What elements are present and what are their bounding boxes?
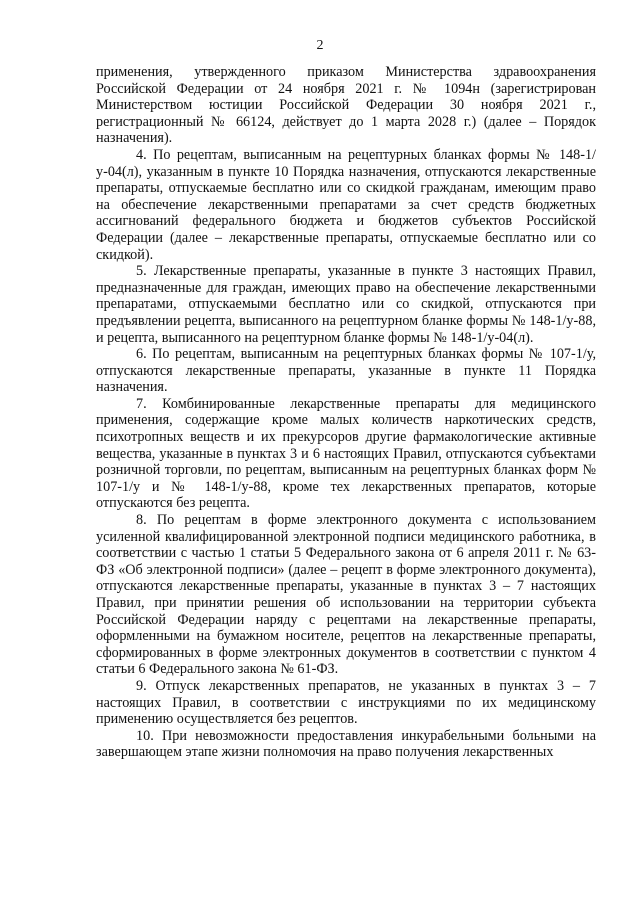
document-body	[96, 64, 596, 761]
paragraph-6: 6. По рецептам, выписанным на рецептурных бланках формы № 107-1/у, отпускаются лекарственные препараты, указанные в пункте 11 Порядка назначения.	[96, 346, 596, 396]
paragraph-7: 7. Комбинированные лекарственные препараты для медицинского применения, содержащие кроме малых количеств наркотических средств, психотропных веществ и их прекурсоров другие фармакологические активные вещества, указанные в пунктах 3 и 6 настоящих Правил, отпускаются субъектами розничной торговли, по рецептам, выписанным на рецептурных бланках форм № 107-1/у и № 148-1/у-88, кроме тех лекарственных препаратов, которые отпускаются без рецепта.	[96, 395, 596, 512]
paragraph-10: 10. При невозможности предоставления инкурабельными больными на завершающем этапе жизни полномочия на право получения лекарственных	[96, 727, 596, 761]
paragraph-9: 9. Отпуск лекарственных препаратов, не указанных в пунктах 3 – 7 настоящих Правил, в соответствии с инструкциями по их медицинскому применению осуществляется без рецептов.	[96, 677, 596, 728]
page-number: 2	[316, 38, 324, 53]
paragraph-8: 8. По рецептам в форме электронного документа с использованием усиленной квалифицированной электронной подписи медицинского работника, в соответствии с частью 1 статьи 5 Федерального закона от 6 апреля 2011 г. № 63-ФЗ «Об электронной подписи» (далее – рецепт в форме электронного документа), отпускаются лекарственные препараты, указанные в пунктах 3 – 7 настоящих Правил, при принятии решения об использовании на территории субъекта Российской Федерации наряду с рецептами на лекарственные препараты, оформленными на бумажном носителе, рецептов на лекарственные препараты, сформированных в форме электронных документов в соответствии с пунктом 4 статьи 6 Федерального закона № 61-ФЗ.	[96, 512, 596, 678]
paragraph-4: 4. По рецептам, выписанным на рецептурных бланках формы № 148-1/у-04(л), указанным в пункте 10 Порядка назначения, отпускаются лекарственные препараты, отпускаемые бесплатно или со скидкой гражданам, имеющим право на обеспечение лекарственными препаратами за счет средств бюджетных ассигнований федерального бюджета и бюджетов субъектов Российской Федерации (далее – лекарственные препараты, отпускаемые бесплатно или со скидкой).	[96, 146, 596, 263]
paragraph-5: 5. Лекарственные препараты, указанные в пункте 3 настоящих Правил, предназначенные для граждан, имеющих право на обеспечение лекарственными препаратами, отпускаемыми бесплатно или со скидкой, отпускаются при предъявлении рецепта, выписанного на рецептурном бланке формы № 148-1/у-88, и рецепта, выписанного на рецептурном бланке формы № 148-1/у-04(л).	[96, 263, 596, 346]
paragraph-order-reference: применения, утвержденного приказом Министерства здравоохранения Российской Федерации от 24 ноября 2021 г. № 1094н (зарегистрирован Министерством юстиции Российской Федерации 30 ноября 2021 г., регистрационный № 66124, действует до 1 марта 2028 г.) (далее – Порядок назначения).	[96, 64, 596, 147]
